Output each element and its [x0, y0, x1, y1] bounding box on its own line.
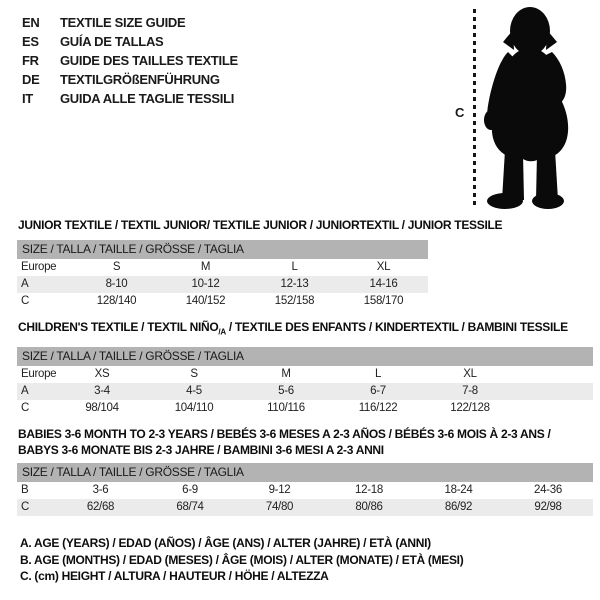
cell: 12-13 [250, 276, 339, 293]
title-text: / TEXTILE DES ENFANTS / KINDERTEXTIL / BAMBINI TESSILE [225, 320, 568, 334]
language-title: TEXTILE SIZE GUIDE [60, 15, 186, 30]
language-code: ES [22, 34, 39, 49]
cell: 12-18 [355, 484, 383, 496]
junior-table-title: JUNIOR TEXTILE / TEXTIL JUNIOR/ TEXTILE JUNIOR / JUNIORTEXTIL / JUNIOR TESSILE [18, 218, 503, 232]
legend-line-c: C. (cm) HEIGHT / ALTURA / HAUTEUR / HÖHE / ALTEZZA [20, 569, 329, 583]
childrens-size-table [17, 347, 593, 417]
language-row-it [22, 89, 238, 108]
table-row [17, 366, 593, 383]
row-label-cell: Europe [21, 261, 57, 273]
language-title: GUIDA ALLE TAGLIE TESSILI [60, 91, 235, 106]
cell: 10-12 [161, 276, 250, 293]
cell: 8-10 [72, 276, 161, 293]
cell: 110/116 [267, 402, 305, 414]
row-label-cell: A [17, 383, 56, 400]
spacer-cell [516, 366, 593, 383]
size-header-cell: SIZE / TALLA / TAILLE / GRÖSSE / TAGLIA [17, 463, 593, 482]
language-title: GUÍA DE TALLAS [60, 34, 164, 49]
spacer-cell [516, 383, 593, 400]
language-row-de [22, 70, 238, 89]
cell: 68/74 [145, 499, 235, 516]
cell: 62/68 [56, 499, 145, 516]
cell: 14-16 [339, 276, 428, 293]
spacer-cell [516, 400, 593, 417]
cell: 92/98 [503, 499, 593, 516]
cell: 140/152 [185, 295, 226, 307]
cell: 152/158 [274, 295, 315, 307]
table-row [17, 259, 428, 276]
cell: 86/92 [414, 499, 503, 516]
cell: L [374, 368, 382, 380]
table-row [17, 240, 428, 259]
cell: S [190, 368, 198, 380]
height-measure-label: C [455, 105, 465, 120]
size-header-cell: SIZE / TALLA / TAILLE / GRÖSSE / TAGLIA [17, 240, 428, 259]
cell: 122/128 [450, 402, 490, 414]
table-row [17, 347, 593, 366]
cell: 6-9 [182, 484, 198, 496]
cell: 98/104 [85, 402, 119, 414]
cell: 6-7 [332, 383, 424, 400]
cell: XS [94, 368, 110, 380]
cell: 7-8 [424, 383, 516, 400]
cell: XL [463, 368, 477, 380]
babies-table-title-line2: BABYS 3-6 MONATE BIS 2-3 JAHRE / BAMBINI 3-6 MESI A 2-3 ANNI [18, 443, 384, 457]
row-label-cell: A [17, 276, 72, 293]
legend-line-b: B. AGE (MONTHS) / EDAD (MESES) / ÂGE (MOIS) / ALTER (MONATE) / ETÀ (MESI) [20, 552, 464, 567]
row-label-cell: Europe [21, 368, 56, 380]
table-row [17, 499, 593, 516]
table-row [17, 383, 593, 400]
cell: 74/80 [235, 499, 324, 516]
legend-line-a: A. AGE (YEARS) / EDAD (AÑOS) / ÂGE (ANS) / ALTER (JAHRE) / ETÀ (ANNI) [20, 536, 431, 550]
cell: 18-24 [444, 484, 473, 496]
cell: 158/170 [363, 295, 404, 307]
toddler-silhouette-icon [478, 4, 573, 210]
childrens-table-title [18, 320, 568, 336]
cell: 80/86 [324, 499, 414, 516]
language-list [22, 13, 238, 108]
table-row [17, 293, 428, 310]
cell: M [281, 368, 291, 380]
cell: 24-36 [534, 484, 562, 496]
title-subscript: /A [218, 327, 226, 337]
language-code: FR [22, 53, 39, 68]
language-row-en [22, 13, 238, 32]
babies-size-table [17, 463, 593, 516]
language-code: IT [22, 91, 33, 106]
cell: 104/110 [174, 402, 214, 414]
language-code: EN [22, 15, 40, 30]
table-row [17, 463, 593, 482]
table-row [17, 482, 593, 499]
cell: 5-6 [240, 383, 332, 400]
row-label-cell: C [21, 295, 30, 307]
height-measure-dashed-line [473, 9, 476, 208]
junior-size-table [17, 240, 428, 310]
language-row-fr [22, 51, 238, 70]
cell: M [200, 261, 211, 273]
cell: 3-6 [92, 484, 109, 496]
language-row-es [22, 32, 238, 51]
row-label-cell: C [17, 499, 56, 516]
cell: 116/122 [358, 402, 398, 414]
size-header-cell: SIZE / TALLA / TAILLE / GRÖSSE / TAGLIA [17, 347, 593, 366]
cell: XL [376, 261, 391, 273]
title-text: CHILDREN'S TEXTILE / TEXTIL NIÑO [18, 320, 219, 334]
babies-table-title-line1: BABIES 3-6 MONTH TO 2-3 YEARS / BEBÉS 3-6 MESES A 2-3 AÑOS / BÉBÉS 3-6 MOIS À 2-3 ANS / [18, 427, 551, 441]
language-title: TEXTILGRÖßENFÜHRUNG [60, 72, 220, 87]
table-row [17, 276, 428, 293]
table-row [17, 400, 593, 417]
cell: 3-4 [56, 383, 148, 400]
cell: 9-12 [268, 484, 291, 496]
cell: 4-5 [148, 383, 240, 400]
cell: S [112, 261, 121, 273]
cell: 128/140 [96, 295, 137, 307]
language-code: DE [22, 72, 40, 87]
language-title: GUIDE DES TAILLES TEXTILE [60, 53, 238, 68]
row-label-cell: B [21, 484, 29, 496]
measurement-legend [20, 535, 463, 585]
cell: L [291, 261, 298, 273]
row-label-cell: C [21, 402, 30, 414]
